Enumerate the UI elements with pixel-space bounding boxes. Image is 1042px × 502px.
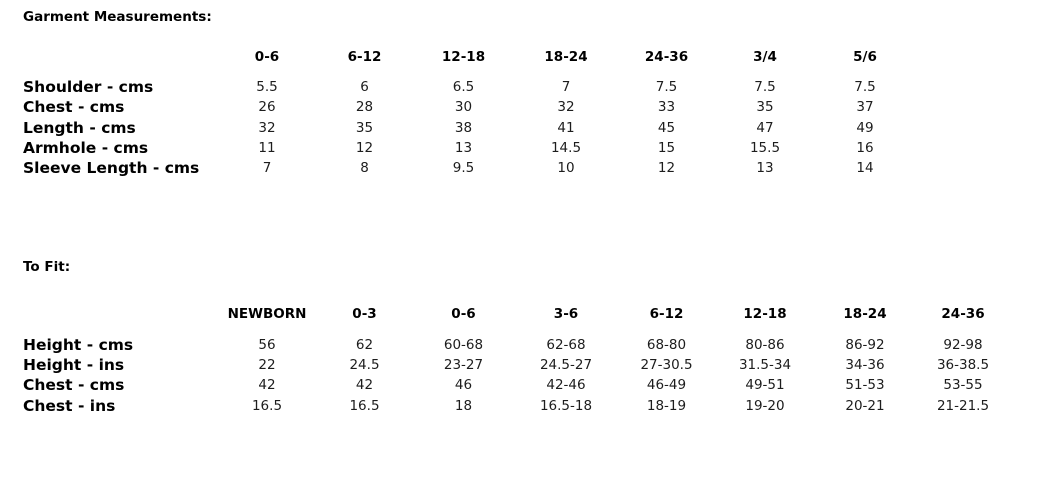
measurement-cell: 41 bbox=[557, 119, 575, 136]
column-header: 24-36 bbox=[644, 49, 689, 65]
measurement-cell: 56 bbox=[258, 336, 276, 353]
measurement-cell: 5.5 bbox=[256, 79, 278, 96]
column-header: 24-36 bbox=[941, 306, 985, 323]
measurement-cell: 53-55 bbox=[943, 377, 983, 394]
garment-measurements-table bbox=[0, 47, 1011, 178]
row-label: Length - cms bbox=[23, 118, 136, 137]
row-label: Chest - cms bbox=[23, 376, 125, 395]
table-row bbox=[0, 355, 1011, 375]
row-label: Height - cms bbox=[23, 335, 134, 354]
measurement-cell: 9.5 bbox=[452, 160, 475, 177]
to-fit-header-row bbox=[0, 304, 1011, 324]
spacer-row bbox=[0, 67, 1011, 77]
measurement-cell: 68-80 bbox=[646, 336, 687, 353]
header-spacer bbox=[0, 304, 218, 324]
measurement-cell: 18-19 bbox=[646, 397, 687, 414]
measurement-cell: 7.5 bbox=[754, 79, 776, 96]
column-header: 6-12 bbox=[347, 49, 382, 65]
measurement-cell: 11 bbox=[258, 140, 276, 157]
measurement-cell: 26 bbox=[258, 99, 276, 116]
column-header: 12-18 bbox=[743, 306, 787, 323]
measurement-cell: 23-27 bbox=[443, 356, 484, 373]
measurement-cell: 16.5 bbox=[349, 397, 380, 414]
row-label: Chest - cms bbox=[23, 98, 125, 117]
measurement-cell: 31.5-34 bbox=[738, 356, 792, 373]
measurement-cell: 86-92 bbox=[845, 336, 885, 353]
empty-cell bbox=[915, 47, 1011, 67]
measurement-cell: 80-86 bbox=[745, 336, 785, 353]
column-header: NEWBORN bbox=[227, 306, 307, 323]
measurement-cell: 27-30.5 bbox=[640, 356, 693, 373]
measurement-cell: 51-53 bbox=[845, 377, 885, 394]
measurement-cell: 19-20 bbox=[745, 397, 785, 414]
measurement-cell: 36-38.5 bbox=[936, 356, 990, 373]
measurement-cell: 49-51 bbox=[745, 377, 785, 394]
measurement-cell: 14.5 bbox=[550, 140, 582, 157]
measurement-cell: 24.5-27 bbox=[539, 356, 593, 373]
empty-cell bbox=[915, 77, 1011, 97]
measurement-cell: 22 bbox=[258, 356, 276, 373]
empty-cell bbox=[915, 118, 1011, 138]
garment-measurements-title: Garment Measurements: bbox=[23, 9, 212, 25]
empty-cell bbox=[915, 158, 1011, 178]
measurement-cell: 60-68 bbox=[443, 336, 484, 353]
table-row bbox=[0, 334, 1011, 354]
measurement-cell: 42 bbox=[258, 377, 276, 394]
column-header: 12-18 bbox=[441, 49, 486, 65]
column-header: 6-12 bbox=[649, 306, 684, 323]
table-row bbox=[0, 375, 1011, 395]
measurement-cell: 15 bbox=[657, 140, 676, 157]
measurement-cell: 24.5 bbox=[349, 356, 380, 373]
measurement-cell: 6 bbox=[360, 79, 369, 96]
measurement-cell: 32 bbox=[258, 119, 276, 136]
measurement-cell: 18 bbox=[454, 397, 473, 414]
measurement-cell: 16.5 bbox=[251, 397, 283, 414]
measurement-cell: 13 bbox=[454, 140, 473, 157]
table-row bbox=[0, 138, 1011, 158]
measurement-cell: 10 bbox=[557, 160, 575, 177]
measurement-cell: 32 bbox=[557, 99, 575, 116]
measurement-cell: 7.5 bbox=[655, 79, 678, 96]
row-label: Chest - ins bbox=[23, 396, 116, 415]
measurement-cell: 47 bbox=[756, 119, 774, 136]
measurement-cell: 42-46 bbox=[546, 377, 586, 394]
measurement-cell: 34-36 bbox=[845, 356, 885, 373]
measurement-cell: 30 bbox=[454, 99, 473, 116]
row-label: Shoulder - cms bbox=[23, 78, 154, 97]
table-row bbox=[0, 77, 1011, 97]
measurement-cell: 92-98 bbox=[943, 336, 983, 353]
column-header: 18-24 bbox=[843, 306, 887, 323]
row-label: Sleeve Length - cms bbox=[23, 159, 200, 178]
to-fit-table bbox=[0, 304, 1011, 415]
column-header: 18-24 bbox=[544, 49, 588, 65]
measurement-cell: 28 bbox=[355, 99, 374, 116]
header-spacer bbox=[0, 47, 218, 67]
measurement-cell: 33 bbox=[657, 99, 676, 116]
measurement-cell: 20-21 bbox=[845, 397, 885, 414]
empty-cell bbox=[915, 97, 1011, 117]
measurement-cell: 13 bbox=[756, 160, 774, 177]
measurement-cell: 62-68 bbox=[546, 336, 586, 353]
measurement-cell: 12 bbox=[657, 160, 676, 177]
garment-table-header-row bbox=[0, 47, 1011, 67]
column-header: 5/6 bbox=[853, 49, 877, 65]
measurement-cell: 46 bbox=[454, 377, 473, 394]
measurement-cell: 35 bbox=[756, 99, 774, 116]
row-label: Armhole - cms bbox=[23, 139, 149, 158]
column-header: 3-6 bbox=[553, 306, 579, 323]
measurement-cell: 45 bbox=[657, 119, 676, 136]
measurement-cell: 6.5 bbox=[452, 79, 475, 96]
table-row bbox=[0, 158, 1011, 178]
table-row bbox=[0, 118, 1011, 138]
measurement-cell: 37 bbox=[856, 99, 874, 116]
empty-cell bbox=[915, 138, 1011, 158]
measurement-cell: 49 bbox=[856, 119, 874, 136]
measurement-cell: 8 bbox=[360, 160, 369, 177]
measurement-cell: 16.5-18 bbox=[539, 397, 593, 414]
measurement-cell: 35 bbox=[355, 119, 374, 136]
to-fit-title: To Fit: bbox=[23, 259, 71, 276]
row-label: Height - ins bbox=[23, 355, 125, 374]
column-header: 0-3 bbox=[352, 306, 377, 323]
measurement-cell: 21-21.5 bbox=[936, 397, 990, 414]
table-row bbox=[0, 97, 1011, 117]
measurement-cell: 38 bbox=[454, 119, 473, 136]
measurement-cell: 62 bbox=[355, 336, 374, 353]
measurement-cell: 46-49 bbox=[646, 377, 687, 394]
measurement-cell: 42 bbox=[355, 377, 374, 394]
measurement-cell: 7 bbox=[262, 160, 272, 177]
measurement-cell: 15.5 bbox=[749, 140, 781, 157]
measurement-cell: 16 bbox=[856, 140, 874, 157]
measurement-cell: 14 bbox=[856, 160, 874, 177]
table-row bbox=[0, 395, 1011, 415]
column-header: 3/4 bbox=[753, 49, 777, 65]
column-header: 0-6 bbox=[451, 306, 476, 323]
measurement-cell: 7.5 bbox=[854, 79, 876, 96]
column-header: 0-6 bbox=[254, 49, 280, 65]
measurement-cell: 12 bbox=[355, 140, 374, 157]
measurement-cell: 7 bbox=[561, 79, 571, 96]
spacer-row bbox=[0, 324, 1011, 334]
